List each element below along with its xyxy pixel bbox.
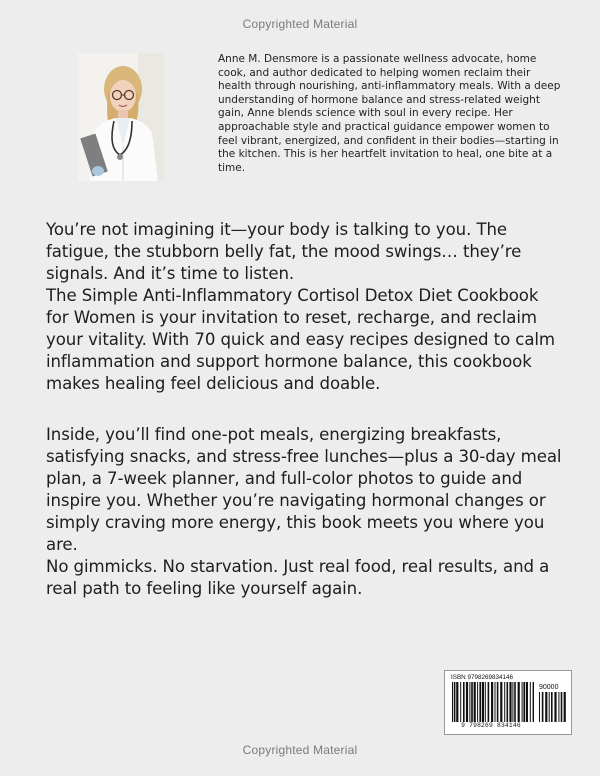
barcode-bar <box>518 682 520 722</box>
barcode-bar <box>471 682 473 722</box>
barcode-bar <box>460 682 461 722</box>
barcode-bar <box>539 692 540 722</box>
barcode-bar <box>526 682 528 722</box>
barcode-bar <box>514 682 516 722</box>
barcode-bar <box>469 682 470 722</box>
barcode-bar <box>549 692 550 722</box>
barcode-bar <box>558 692 559 722</box>
barcode-bar <box>523 682 525 722</box>
barcode-bar <box>463 682 465 722</box>
barcode-bar <box>545 692 547 722</box>
barcode-bar <box>530 682 531 722</box>
blurb-paragraph-3: Inside, you’ll find one-pot meals, energizing breakfasts, satisfying snacks, and stress-free lunches—plus a 30-day meal plan, a 7-week planner, and full-color photos to guide and inspire you. Whether you’re navigating hormonal changes or simply craving more energy, this book meets you where you are. <box>46 425 562 554</box>
barcode-bar <box>507 682 509 722</box>
barcode-bar <box>551 692 553 722</box>
blurb-paragraph-2: The Simple Anti-Inflammatory Cortisol Detox Diet Cookbook for Women is your invitation to reset, recharge, and reclaim your vitality. With 70 quick and easy recipes designed to calm inflammation and support hormone balance, this cookbook makes healing feel delicious and doable. <box>46 286 555 393</box>
barcode-bar <box>512 682 513 722</box>
barcode-bar <box>497 682 499 722</box>
barcode-bar <box>495 682 496 722</box>
barcode-bar <box>542 692 544 722</box>
copyright-watermark-top: Copyrighted Material <box>242 17 358 31</box>
blurb-paragraph-1: You’re not imagining it—your body is talking to you. The fatigue, the stubborn belly fat, the mood swings… they’re signals. And it’s time to listen. <box>46 220 522 283</box>
barcode-bars-addon <box>539 692 567 722</box>
barcode-bar <box>477 682 478 722</box>
blurb-paragraph-4: No gimmicks. No starvation. Just real food, real results, and a real path to feeling like yourself again. <box>46 557 550 598</box>
barcode-bar <box>479 682 481 722</box>
barcode-bar <box>561 692 563 722</box>
barcode-bar <box>454 682 456 722</box>
author-bio: Anne M. Densmore is a passionate wellness advocate, home cook, and author dedicated to helping women reclaim their health through nourishing, anti-inflammatory meals. With a deep understanding of hormone balance and stress-related weight gain, Anne blends science with soul in every recipe. Her approachable style and practical guidance empower women to feel vibrant, energized, and confident in their bodies—starting in the kitchen. This is her heartfelt invitation to heal, one bite at a time. <box>218 53 561 174</box>
price-code: 90000 <box>539 684 559 691</box>
isbn-barcode <box>444 670 572 735</box>
barcode-bar <box>509 682 511 722</box>
barcode-bar <box>500 682 502 722</box>
barcode-bar <box>482 682 484 722</box>
barcode-bar <box>554 692 556 722</box>
copyright-watermark-bottom: Copyrighted Material <box>242 743 358 757</box>
blurb-section-2 <box>46 424 566 600</box>
author-photo <box>78 53 164 181</box>
isbn-label: ISBN 9798269834146 <box>451 674 513 681</box>
barcode-bar <box>452 682 453 722</box>
isbn-digits: 9 798269 834146 <box>461 722 521 729</box>
author-portrait-image <box>78 53 164 181</box>
barcode-bar <box>522 682 523 722</box>
blurb-section-1 <box>46 219 566 395</box>
barcode-bar <box>491 682 493 722</box>
barcode-bar <box>564 692 566 722</box>
barcode-bars-main <box>452 682 534 722</box>
barcode-bar <box>474 682 476 722</box>
barcode-bar <box>485 682 486 722</box>
barcode-bar <box>456 682 458 722</box>
barcode-bar <box>488 682 490 722</box>
barcode-bar <box>504 682 505 722</box>
barcode-bar <box>533 682 534 722</box>
barcode-bar <box>466 682 468 722</box>
